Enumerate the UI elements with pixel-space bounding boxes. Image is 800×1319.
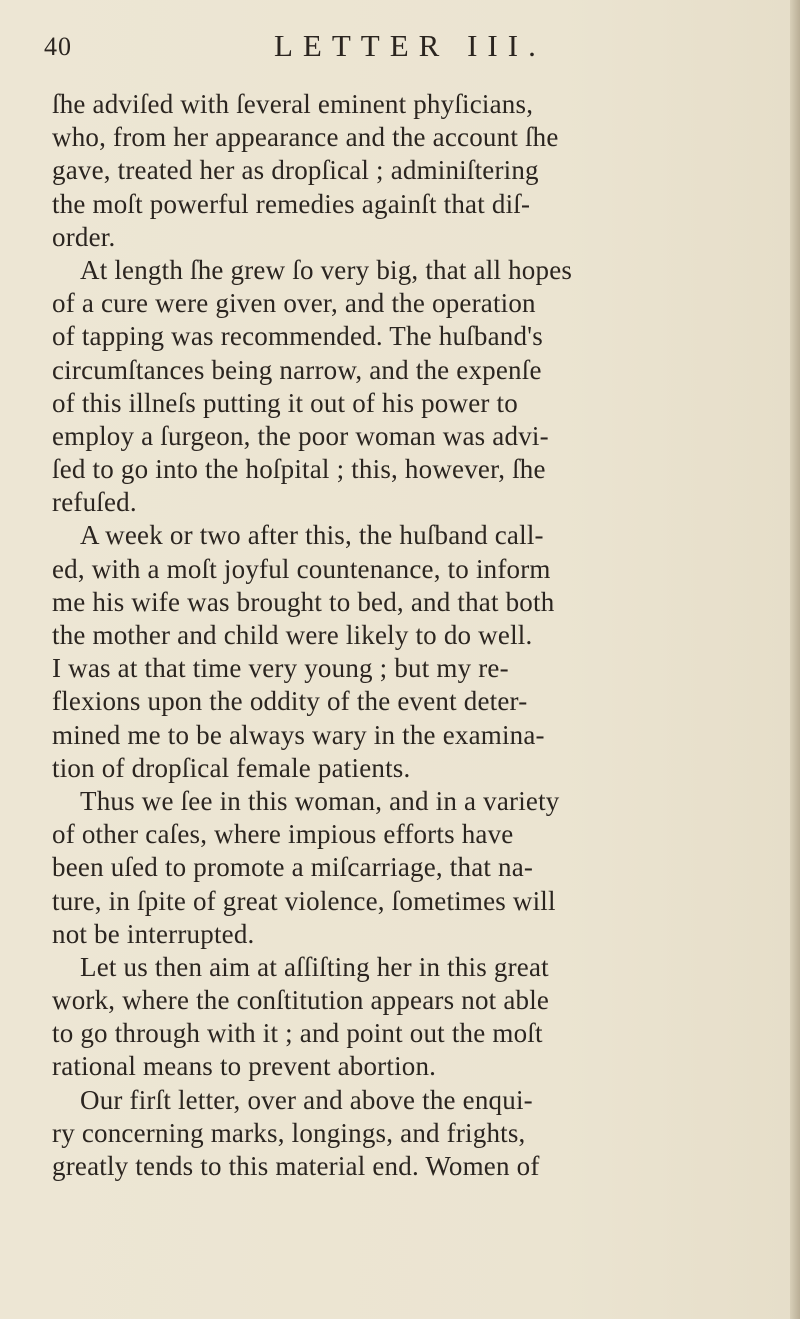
text-line: to go through with it ; and point out the moſt (52, 1018, 543, 1049)
text-line: ſhe adviſed with ſeveral eminent phyſicians, (52, 89, 534, 119)
text-line: greatly tends to this material end. Women of (52, 1151, 540, 1181)
text-line: circumſtances being narrow, and the expenſe (52, 354, 542, 385)
text-line: tion of dropſical female patients. (52, 752, 411, 783)
text-line: employ a ſurgeon, the poor woman was advi- (52, 420, 549, 451)
page-header (44, 26, 744, 70)
text-line: A week or two after this, the huſband call- (80, 520, 544, 551)
text-line: not be interrupted. (52, 918, 255, 949)
text-line: me his wife was brought to bed, and that both (52, 586, 555, 617)
text-line: of tapping was recommended. The huſband's (52, 321, 543, 352)
text-line: of a cure were given over, and the operation (52, 288, 536, 319)
text-line: ture, in ſpite of great violence, ſometimes will (52, 885, 556, 916)
text-line: the moſt powerful remedies againſt that diſ- (52, 188, 531, 219)
text-line: rational means to prevent abortion. (52, 1051, 437, 1082)
text-line: of other caſes, where impious efforts have (52, 819, 514, 850)
page-number: 40 (44, 32, 72, 61)
running-head: LETTER III. (274, 28, 546, 63)
text-line: ry concerning marks, longings, and frights, (52, 1117, 526, 1148)
text-line: been uſed to promote a miſcarriage, that na- (52, 852, 534, 883)
text-line: Our firſt letter, over and above the enqui- (80, 1084, 533, 1115)
body-text (52, 88, 792, 1183)
text-line: order. (52, 221, 116, 252)
text-line: work, where the conſtitution appears not able (52, 985, 550, 1016)
text-line: I was at that time very young ; but my re- (52, 653, 509, 684)
text-line: ſed to go into the hoſpital ; this, however, ſhe (52, 454, 546, 485)
text-line: Let us then aim at aſſiſting her in this great (80, 951, 549, 982)
text-line: ed, with a moſt joyful countenance, to inform (52, 553, 551, 584)
text-line: refuſed. (52, 487, 137, 518)
text-line: Thus we ſee in this woman, and in a variety (80, 785, 560, 816)
text-line: flexions upon the oddity of the event deter- (52, 686, 528, 717)
text-line: mined me to be always wary in the examina- (52, 719, 545, 750)
text-line: the mother and child were likely to do well. (52, 620, 533, 650)
text-line: At length ſhe grew ſo very big, that all hopes (80, 254, 573, 285)
text-line: of this illneſs putting it out of his power to (52, 387, 518, 418)
text-line: who, from her appearance and the account ſhe (52, 122, 559, 153)
text-line: gave, treated her as dropſical ; adminiſtering (52, 155, 539, 186)
